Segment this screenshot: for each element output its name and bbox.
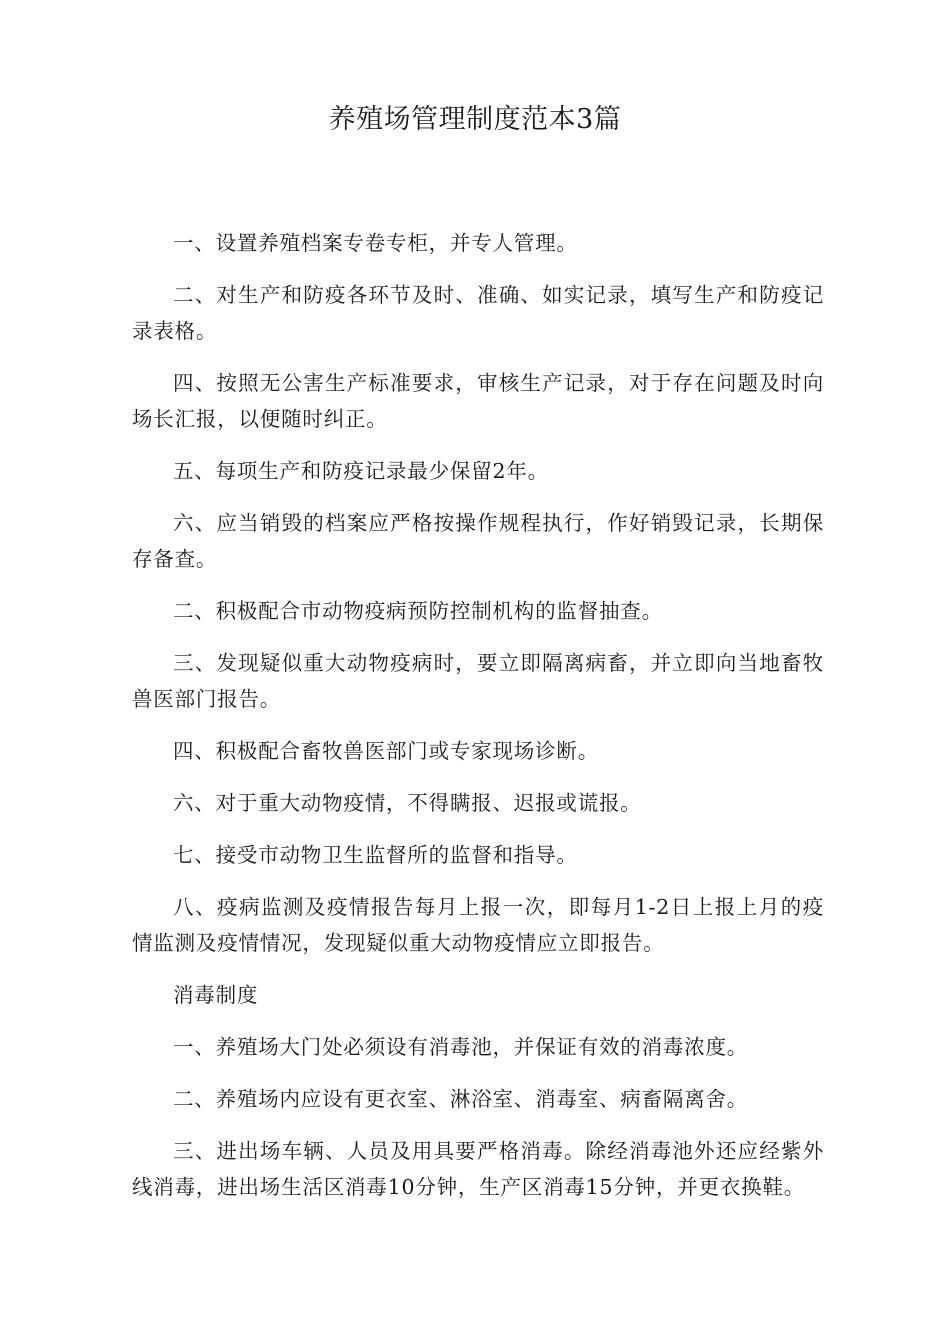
document-body xyxy=(132,225,824,1221)
paragraph-6: 二、积极配合市动物疫病预防控制机构的监督抽查。 xyxy=(173,599,663,623)
paragraph-3: 四、按照无公害生产标准要求，审核生产记录，对于存在问题及时向场长汇报，以便随时纠正。 xyxy=(132,371,824,431)
paragraph-11: 八、疫病监测及疫情报告每月上报一次，即每月1-2日上报上月的疫情监测及疫情情况，发现疑似重大动物疫情应立即报告。 xyxy=(132,895,824,955)
paragraph-5: 六、应当销毁的档案应严格按操作规程执行，作好销毁记录，长期保存备查。 xyxy=(132,511,824,571)
section-heading-disinfection: 消毒制度 xyxy=(173,983,259,1007)
document-title: 养殖场管理制度范本3篇 xyxy=(328,104,622,135)
paragraph-4: 五、每项生产和防疫记录最少保留2年。 xyxy=(173,459,549,483)
paragraph-15: 三、进出场车辆、人员及用具要严格消毒。除经消毒池外还应经紫外线消毒，进出场生活区消毒10分钟，生产区消毒15分钟，并更衣换鞋。 xyxy=(132,1139,824,1199)
paragraph-1: 一、设置养殖档案专卷专柜，并专人管理。 xyxy=(173,231,578,255)
paragraph-13: 一、养殖场大门处必须设有消毒池，并保证有效的消毒浓度。 xyxy=(173,1035,749,1059)
paragraph-8: 四、积极配合畜牧兽医部门或专家现场诊断。 xyxy=(173,739,599,763)
paragraph-10: 七、接受市动物卫生监督所的监督和指导。 xyxy=(173,843,578,867)
paragraph-9: 六、对于重大动物疫情，不得瞒报、迟报或谎报。 xyxy=(173,791,642,815)
paragraph-7: 三、发现疑似重大动物疫病时，要立即隔离病畜，并立即向当地畜牧兽医部门报告。 xyxy=(132,651,824,711)
paragraph-14: 二、养殖场内应设有更衣室、淋浴室、消毒室、病畜隔离舍。 xyxy=(173,1087,749,1111)
paragraph-2: 二、对生产和防疫各环节及时、准确、如实记录，填写生产和防疫记录表格。 xyxy=(132,283,824,343)
